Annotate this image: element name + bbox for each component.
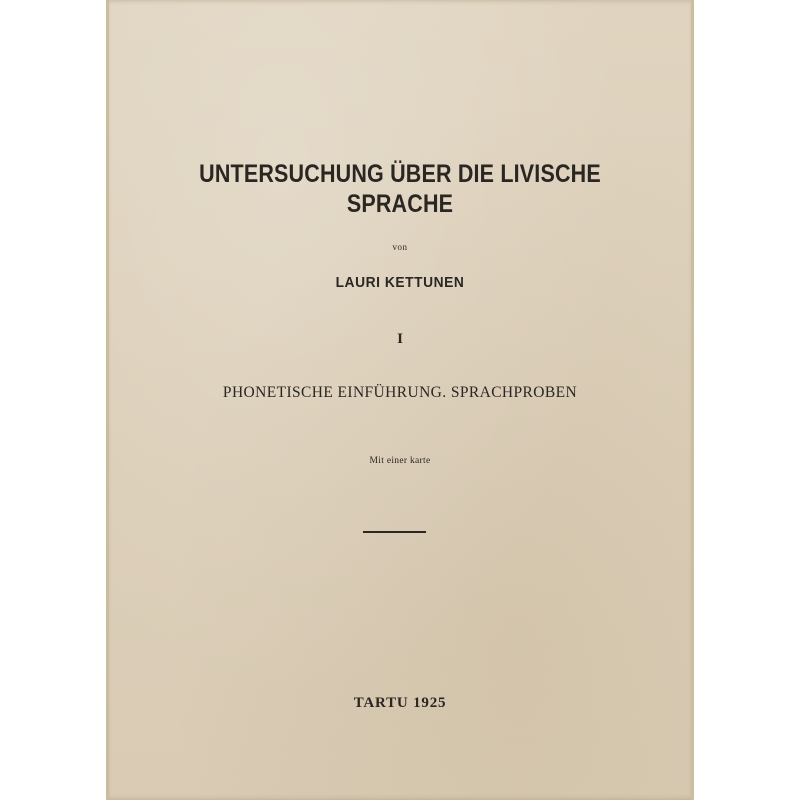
title-line-1: UNTERSUCHUNG ÜBER DIE LIVISCHE (199, 160, 601, 188)
divider-rule (363, 531, 426, 533)
subtitle: PHONETISCHE EINFÜHRUNG. SPRACHPROBEN (222, 384, 578, 401)
book-cover (106, 0, 694, 800)
imprint-place-year: TARTU 1925 (353, 695, 447, 711)
title-line-2: SPRACHE (346, 190, 454, 218)
volume-number: I (397, 331, 403, 347)
byline-von: von (392, 242, 408, 252)
author-name: LAURI KETTUNEN (335, 274, 465, 291)
map-note: Mit einer karte (369, 456, 431, 466)
